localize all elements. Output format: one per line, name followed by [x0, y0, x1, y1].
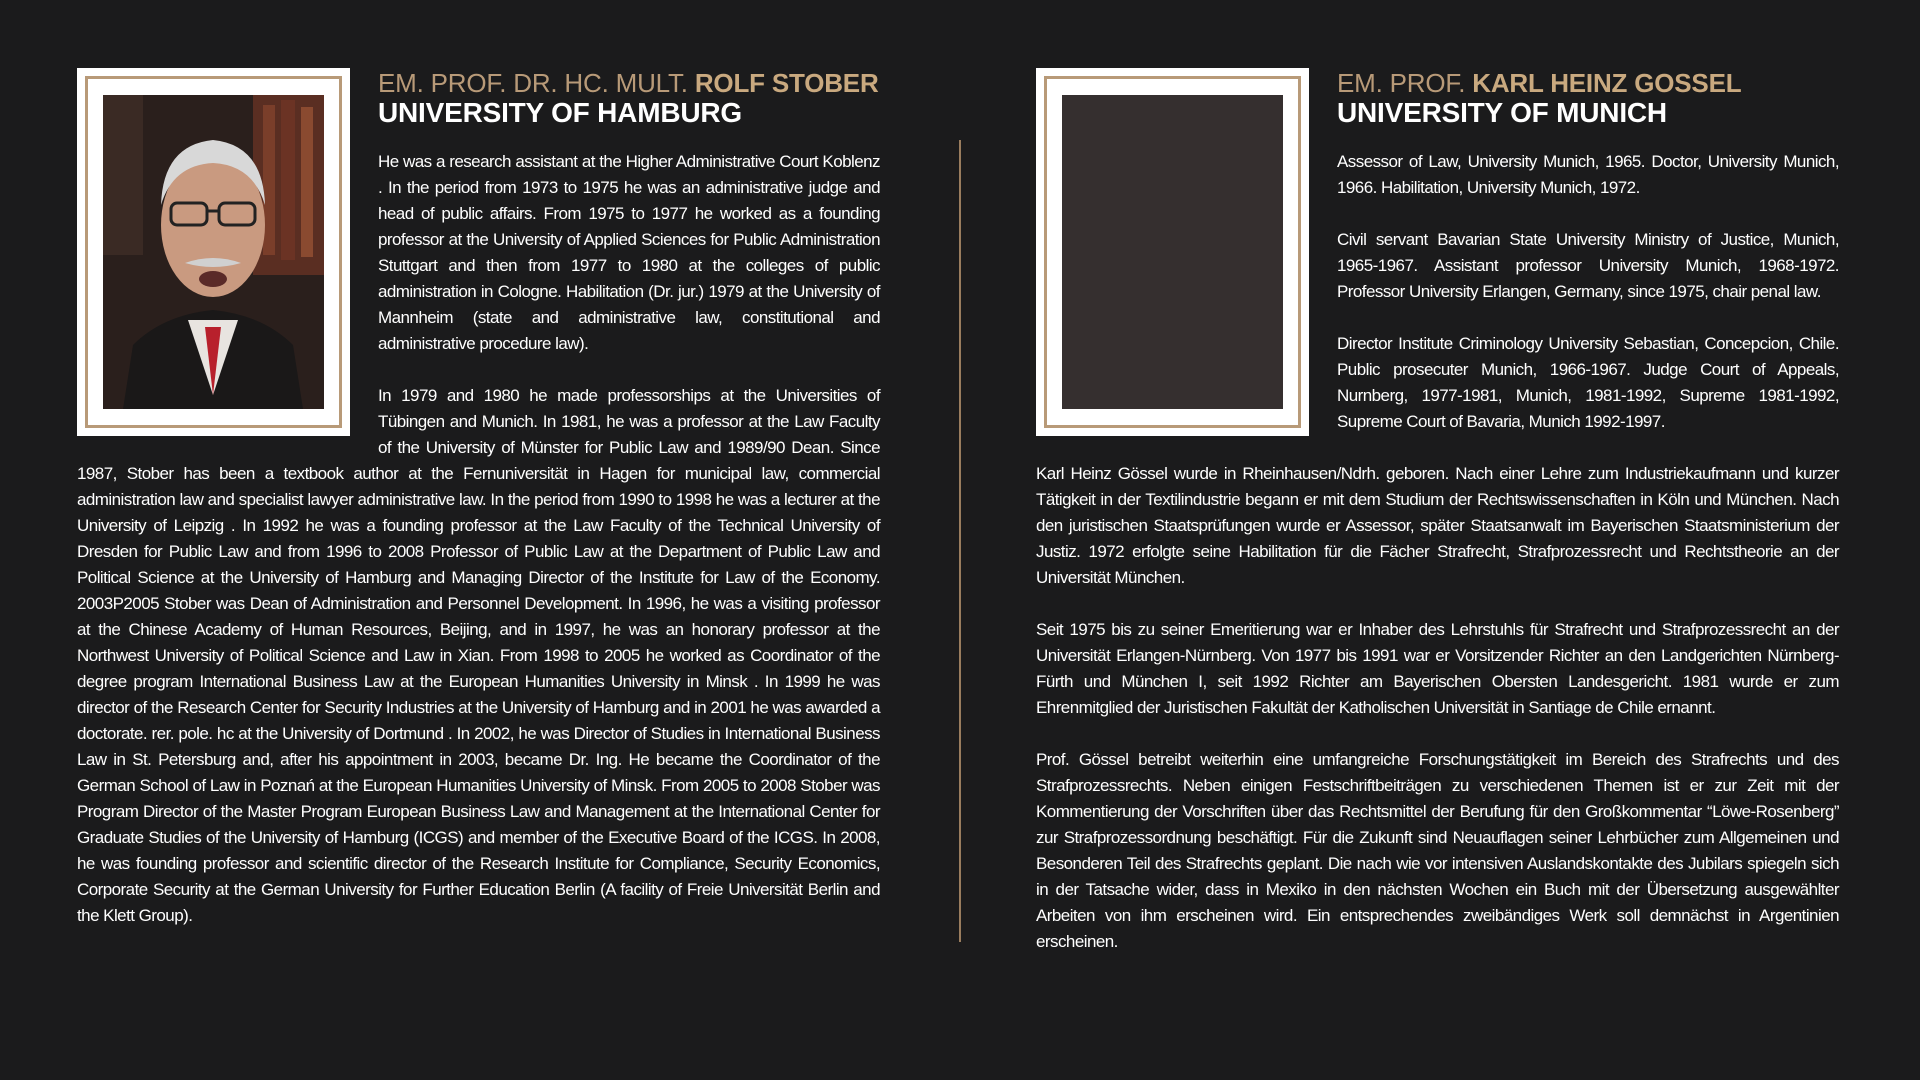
title-prefix: EM. PROF. [1337, 68, 1473, 98]
bio-paragraph: Director Institute Criminology University Sebastian, Concepcion, Chile. Public prosecuter Munich, 1966-1967. Judge Court of Appeals, Nurnberg, 1977-1981, Munich, 1981-1992, Supreme 1981-1992, Supreme Court of Bavaria, Munich 1992-1997. [1337, 334, 1839, 431]
profile-karl-heinz-gossel [1036, 68, 1839, 981]
column-divider [959, 140, 961, 942]
portrait-photo [103, 95, 324, 409]
university-heading: UNIVERSITY OF HAMBURG [378, 97, 742, 128]
portrait-placeholder [1062, 95, 1283, 409]
bio-paragraph: Seit 1975 bis zu seiner Emeritierung war er Inhaber des Lehrstuhls für Strafrecht und Strafprozessrecht an der Universität Erlangen-Nürnberg. Von 1977 bis 1991 war er Vorsitzender Richter an den Landgerichten Nürnberg-Fürth und München I, seit 1992 Richter am Bayerischen Obersten Landesgericht. 1981 wurde er zum Ehrenmitglied der Juristischen Fakultät der Katholischen Universität in Santiage de Chile ernannt. [1036, 620, 1839, 717]
bio-paragraph: Civil servant Bavarian State University Ministry of Justice, Munich, 1965-1967. Assistant professor University Munich, 1968-1972. Professor University Erlangen, Germany, since 1975, chair penal law. [1337, 230, 1839, 301]
portrait-frame [1036, 68, 1309, 436]
person-name: ROLF STOBER [694, 68, 879, 98]
bio-paragraph: Karl Heinz Gössel wurde in Rheinhausen/Ndrh. geboren. Nach einer Lehre zum Industriekaufmann und kurzer Tätigkeit in der Textilindustrie begann er mit dem Studium der Rechtswissenschaften in Köln und München. Nach den juristischen Staatsprüfungen wurde er Assessor, später Staatsanwalt im Bayerischen Staatsministerium der Justiz. 1972 erfolgte seine Habilitation für die Fächer Strafrecht, Strafprozessrecht und Rechtstheorie an der Universität München. [1036, 464, 1839, 587]
university-heading: UNIVERSITY OF MUNICH [1337, 97, 1667, 128]
portrait-frame [77, 68, 350, 436]
bio-paragraph: Assessor of Law, University Munich, 1965. Doctor, University Munich, 1966. Habilitation, University Munich, 1972. [1337, 152, 1839, 197]
profile-rolf-stober [77, 68, 880, 955]
title-prefix: EM. PROF. DR. HC. MULT. [378, 68, 695, 98]
portrait-illustration [103, 95, 324, 409]
bio-paragraph: Prof. Gössel betreibt weiterhin eine umfangreiche Forschungstätigkeit im Bereich des Strafrechts und des Strafprozessrechts. Neben einigen Festschriftbeiträgen zu verschiedenen Themen ist er zur Zeit mit der Kommentierung der Vorschriften über das Rechtsmittel der Berufung für den Großkommentar “Löwe-Rosenberg” zur Strafprozessordnung beschäftigt. Für die Zukunft sind Neuauflagen seiner Lehrbücher zum Allgemeinen und Besonderen Teil des Strafrechts geplant. Die nach wie vor intensiven Auslandskontakte des Jubilars spiegeln sich in der Tatsache wider, dass in Mexiko in den nächsten Wochen ein Buch mit der Übersetzung ausgewählter Arbeiten von ihm erscheinen wird. Ein entsprechendes zweibändiges Werk soll demnächst in Argentinien erscheinen. [1036, 750, 1839, 951]
bio-paragraph: He was a research assistant at the Higher Administrative Court Koblenz . In the period from 1973 to 1975 he was an administrative judge and head of public affairs. From 1975 to 1977 he worked as a founding professor at the University of Applied Sciences for Public Administration Stuttgart and then from 1977 to 1980 at the colleges of public administration in Cologne. Habilitation (Dr. jur.) 1979 at the University of Mannheim (state and administrative law, constitutional and administrative procedure law). [378, 152, 880, 353]
bio-paragraph: In 1979 and 1980 he made professorships at the Universities of Tübingen and Munich. In 1981, he was a professor at the Law Faculty of the University of Münster for Public Law and 1989/90 Dean. Since 1987, Stober has been a textbook author at the Fernuniversität in Hagen for municipal law, commercial administration law and specialist lawyer administrative law. In the period from 1990 to 1998 he was a lecturer at the University of Leipzig . In 1992 he was a founding professor at the Law Faculty of the Technical University of Dresden for Public Law and from 1996 to 2008 Professor of Public Law at the Department of Public Law and Political Science at the University of Hamburg and Managing Director of the Institute for Law of the Economy. 2003P2005 Stober was Dean of Administration and Personnel Development. In 1996, he was a visiting professor at the Chinese Academy of Human Resources, Beijing, and in 1997, he was an honorary professor at the Northwest University of Political Science and Law in Xian. From 1998 to 2005 he worked as Coordinator of the degree program International Business Law at the European Humanities University in Minsk . In 1999 he was director of the Research Center for Security Industries at the University of Hamburg and in 2001 he was awarded a doctorate. rer. pole. hc at the University of Dortmund . In 2002, he was Director of Studies in International Business Law in St. Petersburg and, after his appointment in 2003, became Dr. Ing. He became the Coordinator of the German School of Law in Poznań at the European Humanities University of Minsk. From 2005 to 2008 Stober was Program Director of the Master Program European Business Law and Management at the International Center for Graduate Studies of the University of Hamburg (ICGS) and member of the Executive Board of the ICGS. In 2008, he was founding professor and scientific director of the Research Institute for Compliance, Security Economics, Corporate Security at the German University for Further Education Berlin (A facility of Freie Universität Berlin and the Klett Group). [77, 386, 880, 925]
person-name: KARL HEINZ GOSSEL [1472, 68, 1742, 98]
